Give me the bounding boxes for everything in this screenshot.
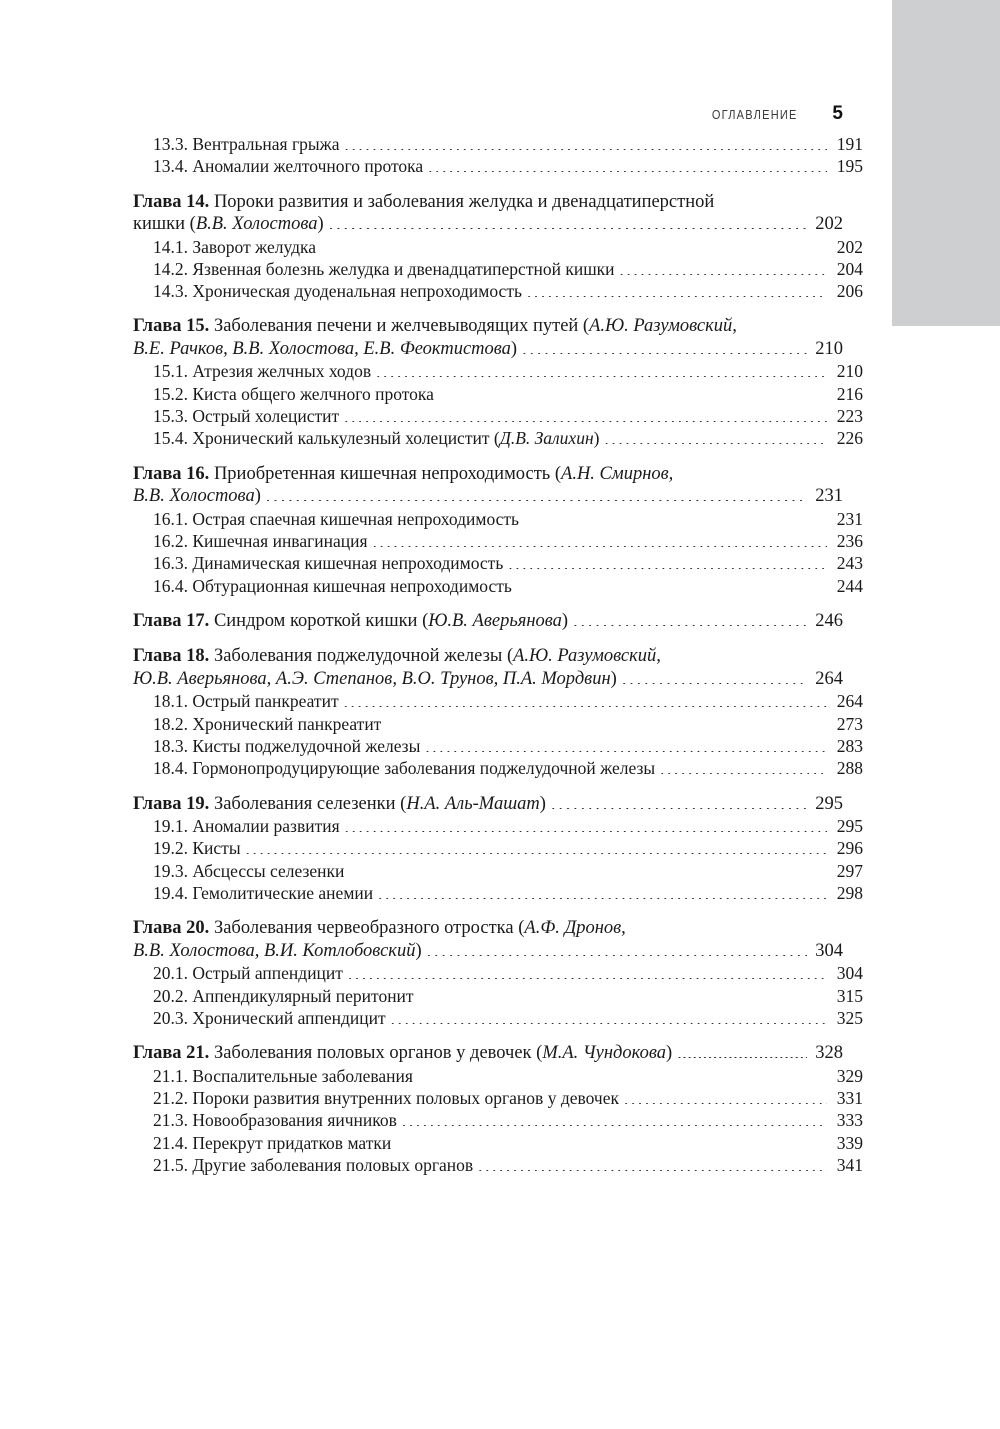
dot-leader xyxy=(246,853,827,854)
toc-subsection-entry[interactable] xyxy=(133,530,863,552)
toc-page-number: 298 xyxy=(836,882,863,903)
toc-page-number: 243 xyxy=(836,553,863,574)
dot-leader xyxy=(373,546,827,547)
dot-leader xyxy=(620,274,827,275)
toc-chapter-number: Глава 17. xyxy=(133,610,210,631)
toc-entry-title-tail: ) xyxy=(666,1043,673,1064)
toc-subsection-entry[interactable] xyxy=(133,575,863,597)
toc-page-number: 195 xyxy=(836,156,863,177)
toc-page-number: 210 xyxy=(815,338,843,359)
toc-chapter-entry[interactable] xyxy=(133,645,843,668)
dot-leader xyxy=(573,625,807,626)
toc-entry-title: 18.2. Хронический панкреатит xyxy=(153,713,382,734)
toc-entry-title: Синдром короткой кишки ( xyxy=(209,610,429,631)
toc-entry-title: 15.3. Острый холецистит xyxy=(153,406,340,427)
toc-page-number: 315 xyxy=(836,985,863,1006)
toc-chapter-number: Глава 14. xyxy=(133,191,210,212)
toc-page-number: 295 xyxy=(815,793,843,814)
toc-page-number: 264 xyxy=(815,668,843,689)
toc-subsection-entry[interactable] xyxy=(133,757,863,779)
dot-leader xyxy=(522,353,807,354)
toc-page-number: 273 xyxy=(836,713,863,734)
toc-group xyxy=(133,191,863,303)
dot-leader xyxy=(428,171,827,172)
toc-subsection-entry[interactable] xyxy=(133,1154,863,1176)
toc-entry-authors: В.В. Холостова xyxy=(133,486,255,507)
toc-chapter-entry[interactable] xyxy=(133,315,843,338)
toc-page-number: 210 xyxy=(836,361,863,382)
toc-page-number: 231 xyxy=(836,508,863,529)
toc-subsection-entry[interactable] xyxy=(133,882,863,904)
toc-chapter-entry[interactable] xyxy=(133,485,843,508)
toc-page-number: 295 xyxy=(836,816,863,837)
toc-page-number: 246 xyxy=(815,610,843,631)
toc-page-number: 202 xyxy=(836,236,863,257)
toc-page-number: 325 xyxy=(836,1007,863,1028)
toc-entry-authors: В.В. Холостова xyxy=(195,214,318,235)
toc-page-number: 231 xyxy=(815,486,843,507)
toc-entry-authors: В.Е. Рачков, В.В. Холостова, Е.В. Феоктистова xyxy=(133,338,511,359)
toc-page-number: 297 xyxy=(836,860,863,881)
toc-entry-title: 16.2. Кишечная инвагинация xyxy=(153,530,368,551)
toc-entry-authors: Н.А. Аль-Машат xyxy=(406,793,540,814)
toc-group xyxy=(133,645,863,779)
toc-subsection-entry[interactable] xyxy=(133,962,863,984)
toc-chapter-number: Глава 21. xyxy=(133,1043,210,1064)
toc-page-number: 304 xyxy=(836,963,863,984)
toc-page-number: 236 xyxy=(836,530,863,551)
toc-entry-title: Пороки развития и заболевания желудка и двенадцатиперстной xyxy=(209,191,715,212)
toc-entry-authors: В.В. Холостова, В.И. Котлобовский xyxy=(133,940,416,961)
toc-entry-title: 18.3. Кисты поджелудочной железы xyxy=(153,735,421,756)
toc-entry-title: 21.2. Пороки развития внутренних половых органов у девочек xyxy=(153,1087,619,1108)
toc-subsection-entry[interactable] xyxy=(133,1087,863,1109)
toc-entry-title: 20.2. Аппендикулярный перитонит xyxy=(153,985,414,1006)
toc-chapter-number: Глава 19. xyxy=(133,793,210,814)
toc-subsection-entry[interactable] xyxy=(133,1132,863,1154)
dot-leader xyxy=(677,1057,807,1058)
toc-entry-title: Приобретенная кишечная непроходимость ( xyxy=(209,463,562,484)
dot-leader xyxy=(439,399,827,400)
page-folio-number: 5 xyxy=(832,103,843,124)
toc-page-number: 223 xyxy=(836,406,863,427)
toc-chapter-entry[interactable] xyxy=(133,793,843,816)
toc-entry-title: Заболевания поджелудочной железы ( xyxy=(209,646,514,667)
toc-entry-title: 19.4. Гемолитические анемии xyxy=(153,882,374,903)
dot-leader xyxy=(427,955,807,956)
toc-chapter-entry[interactable] xyxy=(133,610,843,633)
dot-leader xyxy=(524,524,827,525)
toc-page-number: 296 xyxy=(836,838,863,859)
toc-group xyxy=(133,315,863,449)
toc-entry-title: 20.1. Острый аппендицит xyxy=(153,963,343,984)
toc-chapter-entry[interactable] xyxy=(133,191,843,214)
toc-chapter-entry[interactable] xyxy=(133,917,843,940)
dot-leader xyxy=(660,773,827,774)
toc-entry-title: 13.4. Аномалии желточного протока xyxy=(153,156,424,177)
toc-chapter-number: Глава 20. xyxy=(133,918,210,939)
dot-leader xyxy=(378,898,827,899)
toc-subsection-entry[interactable] xyxy=(133,735,863,757)
toc-entry-title: 14.3. Хроническая дуоденальная непроходимость xyxy=(153,281,522,302)
toc-subsection-entry[interactable] xyxy=(133,280,863,302)
toc-subsection-entry[interactable] xyxy=(133,1007,863,1029)
toc-page-number: 191 xyxy=(836,134,863,154)
dot-leader xyxy=(425,751,827,752)
toc-chapter-number: Глава 18. xyxy=(133,646,210,667)
toc-group xyxy=(133,610,843,633)
toc-group xyxy=(133,133,863,178)
toc-page-number: 328 xyxy=(815,1043,843,1064)
toc-entry-title-tail: ) xyxy=(510,338,518,359)
toc-group xyxy=(133,793,863,905)
toc-group xyxy=(133,1042,863,1176)
toc-entry-title: Заболевания печени и желчевыводящих путей ( xyxy=(209,316,590,337)
dot-leader xyxy=(349,876,827,877)
dot-leader xyxy=(551,808,807,809)
toc-page-number: 202 xyxy=(815,214,843,235)
toc-subsection-entry[interactable] xyxy=(133,552,863,574)
toc-entry-authors: М.А. Чундокова xyxy=(542,1043,667,1064)
toc-page-number: 341 xyxy=(836,1154,863,1175)
toc-entry-title: 19.2. Кисты xyxy=(153,838,241,859)
toc-entry-title: Заболевания червеобразного отростка ( xyxy=(209,918,525,939)
toc-entry-title: 21.3. Новообразования яичников xyxy=(153,1110,397,1131)
toc-entry-title-tail: ) xyxy=(415,940,422,961)
toc-subsection-entry[interactable] xyxy=(133,405,863,427)
dot-leader xyxy=(419,1001,827,1002)
toc-entry-title-tail: ) xyxy=(610,668,617,689)
toc-entry-title: 16.3. Динамическая кишечная непроходимость xyxy=(153,553,504,574)
toc-chapter-entry[interactable] xyxy=(133,668,843,691)
dot-leader xyxy=(391,1023,827,1024)
toc-entry-title: 14.1. Заворот желудка xyxy=(153,236,317,257)
toc-entry-title: 18.4. Гормонопродуцирующие заболевания поджелудочной железы xyxy=(153,758,656,779)
toc-entry-title: 15.4. Хронический калькулезный холецистит ( xyxy=(153,428,500,449)
toc-subsection-entry[interactable] xyxy=(133,258,863,280)
toc-page-number: 216 xyxy=(836,383,863,404)
page-edge-marker-block xyxy=(892,0,1000,326)
toc-entry-authors: А.Ю. Разумовский, xyxy=(513,646,661,667)
toc-subsection-entry[interactable] xyxy=(133,837,863,859)
toc-page-number: 329 xyxy=(836,1065,863,1086)
dot-leader xyxy=(604,443,827,444)
toc-chapter-number: Глава 15. xyxy=(133,316,210,337)
dot-leader xyxy=(348,978,827,979)
dot-leader xyxy=(508,568,827,569)
toc-entry-authors: А.Ф. Дронов, xyxy=(524,918,626,939)
toc-subsection-entry[interactable] xyxy=(133,133,863,155)
toc-entry-title: 20.3. Хронический аппендицит xyxy=(153,1007,386,1028)
toc-page-number: 288 xyxy=(836,758,863,779)
toc-group xyxy=(133,463,863,597)
toc-entry-title: 14.2. Язвенная болезнь желудка и двенадцатиперстной кишки xyxy=(153,258,615,279)
dot-leader xyxy=(517,591,827,592)
toc-entry-authors: А.Н. Смирнов, xyxy=(561,463,674,484)
dot-leader xyxy=(329,228,807,229)
toc-subsection-entry[interactable] xyxy=(133,383,863,405)
toc-entry-authors: Ю.В. Аверьянова, А.Э. Степанов, В.О. Трунов, П.А. Мордвин xyxy=(133,668,611,689)
dot-leader xyxy=(402,1125,827,1126)
toc-subsection-entry[interactable] xyxy=(133,713,863,735)
dot-leader xyxy=(344,706,827,707)
toc-entry-title: 19.1. Аномалии развития xyxy=(153,816,340,837)
toc-subsection-entry[interactable] xyxy=(133,985,863,1007)
running-head-title: ОГЛАВЛЕНИЕ xyxy=(711,108,798,122)
toc-page-number: 264 xyxy=(836,691,863,712)
toc-chapter-entry[interactable] xyxy=(133,463,843,486)
toc-subsection-entry[interactable] xyxy=(133,690,863,712)
toc-page-number: 304 xyxy=(815,940,843,961)
toc-subsection-entry[interactable] xyxy=(133,815,863,837)
toc-entry-authors: Д.В. Залихин xyxy=(499,428,594,449)
toc-subsection-entry[interactable] xyxy=(133,860,863,882)
toc-chapter-entry[interactable] xyxy=(133,1042,843,1065)
dot-leader xyxy=(478,1170,827,1171)
toc-subsection-entry[interactable] xyxy=(133,427,863,449)
toc-entry-title: 21.5. Другие заболевания половых органов xyxy=(153,1154,474,1175)
toc-page-number: 226 xyxy=(836,428,863,449)
dot-leader xyxy=(527,296,827,297)
toc-entry-authors: Ю.В. Аверьянова xyxy=(428,610,562,631)
toc-chapter-number: Глава 16. xyxy=(133,463,210,484)
toc-chapter-entry[interactable] xyxy=(133,940,843,963)
toc-entry-title: 15.1. Атрезия желчных ходов xyxy=(153,361,372,382)
toc-subsection-entry[interactable] xyxy=(133,508,863,530)
dot-leader xyxy=(344,421,827,422)
toc-entry-title-tail: ) xyxy=(254,486,261,507)
toc-chapter-entry[interactable] xyxy=(133,338,843,361)
toc-page-number: 206 xyxy=(836,281,863,302)
toc-page-number: 244 xyxy=(836,575,863,596)
toc-entry-title: 15.2. Киста общего желчного протока xyxy=(153,383,434,404)
running-head xyxy=(133,103,843,125)
toc-page-number: 283 xyxy=(836,735,863,756)
toc-entry-authors: А.Ю. Разумовский, xyxy=(589,316,737,337)
dot-leader xyxy=(376,376,827,377)
dot-leader xyxy=(624,1103,827,1104)
toc-page-number: 204 xyxy=(836,258,863,279)
dot-leader xyxy=(345,149,827,150)
dot-leader xyxy=(396,1148,827,1149)
toc-page-number: 333 xyxy=(836,1110,863,1131)
toc-entry-title-tail: ) xyxy=(561,610,569,631)
toc-entry-title-tail: ) xyxy=(317,214,324,235)
toc-entry-title: 18.1. Острый панкреатит xyxy=(153,691,339,712)
dot-leader xyxy=(418,1081,827,1082)
toc-group xyxy=(133,917,863,1029)
toc-entry-title: Заболевания половых органов у девочек ( xyxy=(209,1043,543,1064)
toc-chapter-entry[interactable] xyxy=(133,213,843,236)
dot-leader xyxy=(345,831,827,832)
dot-leader xyxy=(266,500,807,501)
toc-entry-title: 21.4. Перекрут придатков матки xyxy=(153,1132,392,1153)
toc-page-number: 339 xyxy=(836,1132,863,1153)
dot-leader xyxy=(386,729,827,730)
toc-subsection-entry[interactable] xyxy=(133,236,863,258)
toc-entry-title: 21.1. Воспалительные заболевания xyxy=(153,1065,413,1086)
toc-subsection-entry[interactable] xyxy=(133,1065,863,1087)
table-of-contents xyxy=(133,133,863,1176)
toc-entry-title: 13.3. Вентральная грыжа xyxy=(153,134,340,154)
toc-entry-title: 16.1. Острая спаечная кишечная непроходимость xyxy=(153,508,520,529)
dot-leader xyxy=(622,683,807,684)
toc-entry-title-tail: ) xyxy=(539,793,546,814)
toc-subsection-entry[interactable] xyxy=(133,155,863,177)
toc-subsection-entry[interactable] xyxy=(133,360,863,382)
toc-subsection-entry[interactable] xyxy=(133,1109,863,1131)
toc-entry-title: 16.4. Обтурационная кишечная непроходимость xyxy=(153,575,512,596)
toc-entry-title-tail: ) xyxy=(593,428,600,449)
dot-leader xyxy=(321,252,827,253)
toc-entry-title: кишки ( xyxy=(133,214,196,235)
toc-entry-title: Заболевания селезенки ( xyxy=(209,793,407,814)
toc-page-number: 331 xyxy=(836,1087,863,1108)
toc-entry-title: 19.3. Абсцессы селезенки xyxy=(153,860,345,881)
